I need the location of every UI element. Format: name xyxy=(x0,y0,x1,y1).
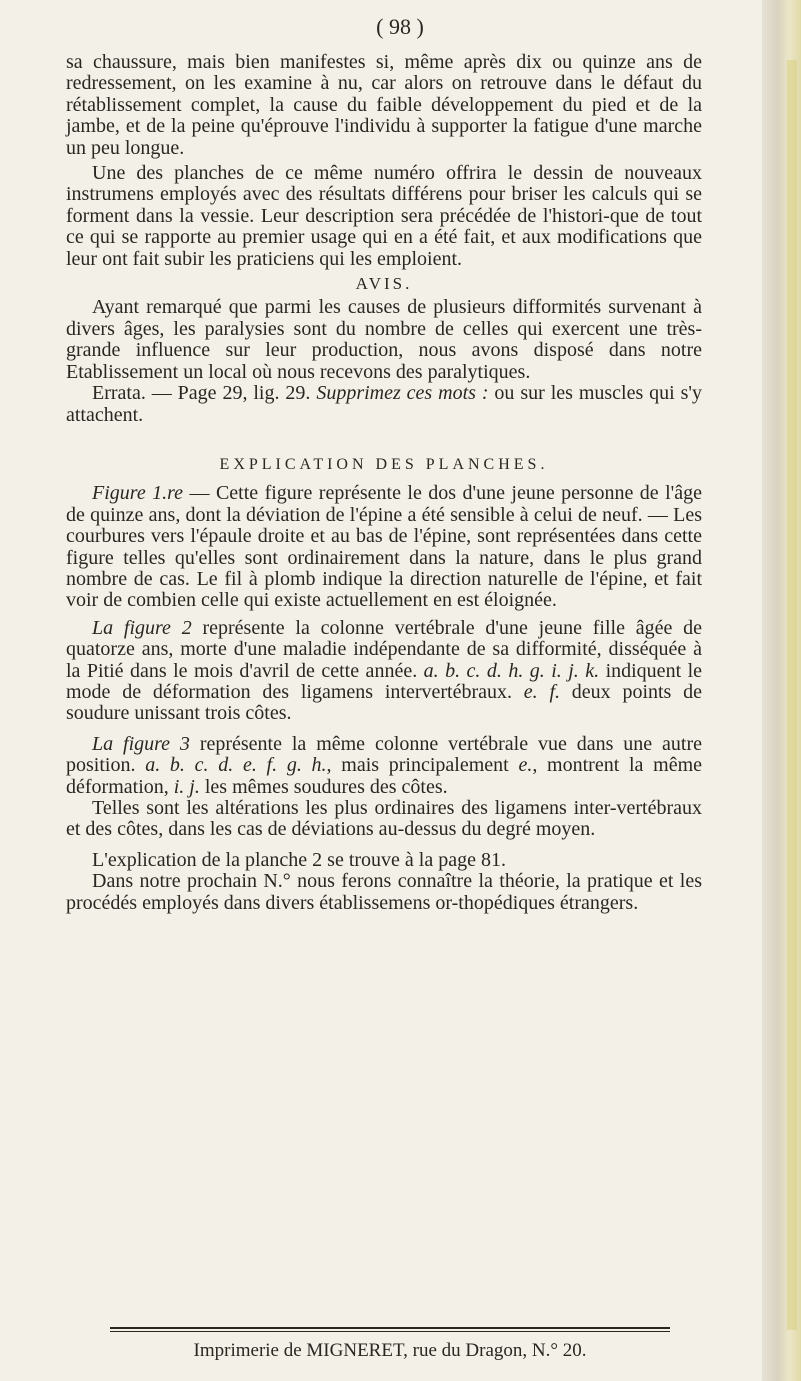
errata-paragraph xyxy=(66,383,702,426)
figure2-text-2: indiquent le mode de déformation des ligamens intervertébraux. xyxy=(66,659,703,703)
imprint-rule-thin xyxy=(110,1331,670,1332)
figure3-text: représente la même colonne vertébrale vue dans une autre position. xyxy=(66,732,703,777)
figure3-letters-3: i. j. xyxy=(173,775,200,798)
figure2-paragraph xyxy=(66,618,702,725)
figure2-label: La figure 2 xyxy=(92,616,192,639)
page-number: ( 98 ) xyxy=(376,14,424,39)
avis-paragraph: Ayant remarqué que parmi les causes de plusieurs difformités survenant à divers âges, les paralysies sont du nombre de celles qui exercent une très-grande influence sur leur production, nous avons disposé dans notre Etablissement un local où nous recevons des paralytiques. xyxy=(66,296,702,383)
figure3-text-4: les mêmes soudures des côtes. xyxy=(199,775,448,798)
next-number-paragraph: Dans notre prochain N.° nous ferons connaître la théorie, la pratique et les procédés employés dans divers établissemens or-thopédiques étrangers. xyxy=(66,870,702,914)
explication-heading: EXPLICATION DES PLANCHES. xyxy=(219,455,549,473)
explanation-paragraph: L'explication de la planche 2 se trouve à la page 81. xyxy=(92,848,506,871)
opening-paragraph: sa chaussure, mais bien manifestes si, même après dix ou quinze ans de redressement, on les examine à nu, car alors on retrouve dans le défaut du rétablissement complet, la cause du faible développement du pied et de la jambe, et de la peine qu'éprouve l'individu à supporter la fatigue d'une marche un peu longue. xyxy=(66,51,702,159)
planches-paragraph: Une des planches de ce même numéro offrira le dessin de nouveaux instrumens employés avec des résultats différens pour briser les calculs qui se forment dans la vessie. Leur description sera précédée de l'histori-que de tout ce qui se rapporte au premier usage qui en a été fait, et aux modifications que leur ont fait subir les praticiens qui les emploient. xyxy=(66,162,702,270)
figure2-letters: a. b. c. d. h. g. i. j. k. xyxy=(423,659,600,682)
figure1-text: — Cette figure représente le dos d'une jeune personne de l'âge de quinze ans, dont la déviation de l'épine a été sensible à celui de neuf. — Les courbures vers l'épaule droite et au bas de l'épine, sont représentées dans cette figure telles qu'elles sont ordinairement dans la nature, dans le plus grand nombre de cas. Le fil à plomb indique la direction naturelle de l'épine, et fait voir de combien celle qui existe actuellement en est éloignée. xyxy=(66,482,703,612)
figure3-letters: a. b. c. d. e. f. g. h. xyxy=(145,754,327,777)
errata-text: ou sur les muscles qui s'y attachent. xyxy=(66,382,703,426)
errata-label: Errata. — Page 29, lig. 29. xyxy=(92,382,311,405)
text-column xyxy=(66,52,702,914)
page-edge xyxy=(762,0,801,1381)
alterations-paragraph: Telles sont les altérations les plus ordinaires des ligamens inter-vertébraux et des côtes, dans les cas de déviations au-dessus du degré moyen. xyxy=(66,797,702,841)
imprint-rule xyxy=(110,1327,670,1329)
errata-instruction: Supprimez ces mots : xyxy=(316,382,489,405)
figure1-label: Figure 1.re xyxy=(92,482,184,505)
imprint-line: Imprimerie de MIGNERET, rue du Dragon, N.° 20. xyxy=(193,1340,587,1361)
figure3-paragraph xyxy=(66,734,702,798)
figure3-text-2: , mais principalement xyxy=(326,754,519,777)
figure3-letters-2: e. xyxy=(518,754,533,777)
figure2-text-3: deux points de soudure unissant trois côtes. xyxy=(66,680,702,725)
figure2-text: représente la colonne vertébrale d'une jeune fille âgée de quatorze ans, morte d'une maladie indépendante de sa difformité, disséquée à la Pitié dans le mois d'avril de cette année. xyxy=(66,616,703,682)
figure2-letters-2: e. f. xyxy=(523,680,560,703)
figure3-label: La figure 3 xyxy=(92,732,190,755)
figure3-text-3: , montrent la même déformation, xyxy=(66,754,702,798)
avis-heading: AVIS. xyxy=(355,274,413,294)
figure1-paragraph xyxy=(66,483,702,611)
